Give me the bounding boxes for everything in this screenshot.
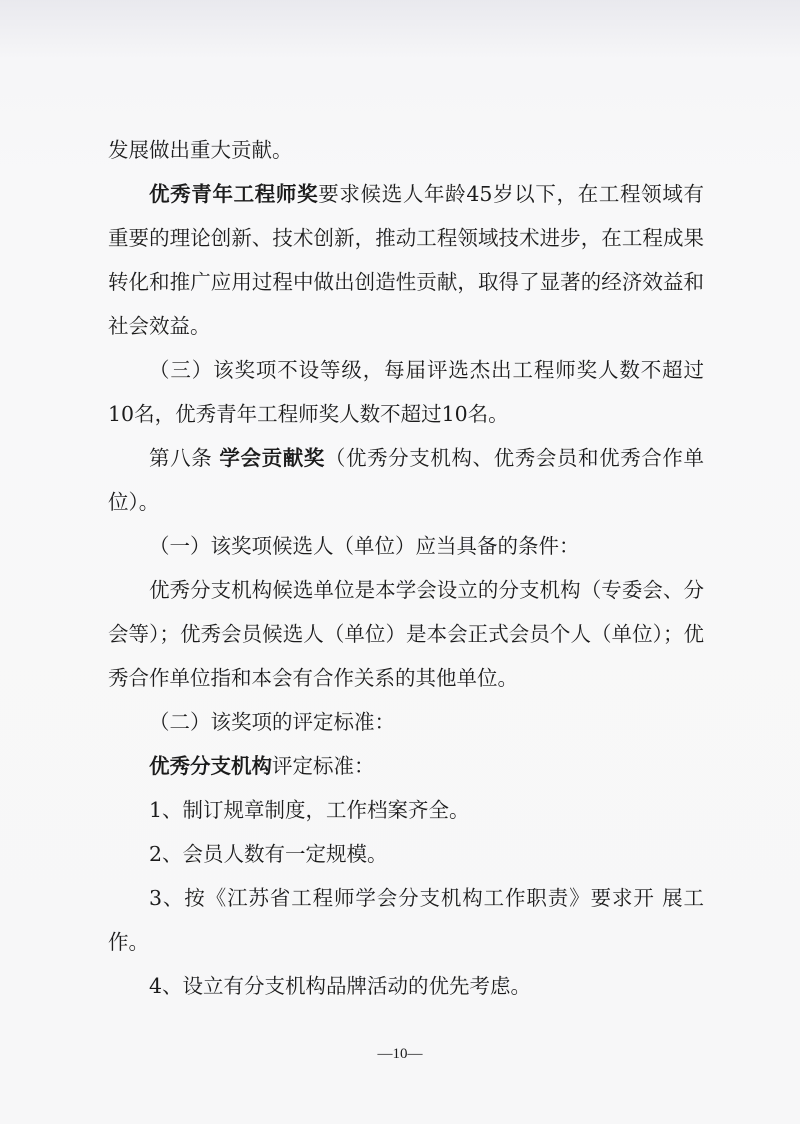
list-item-2 [108,832,704,876]
paragraph-6 [108,568,704,700]
paragraph-5 [108,524,704,568]
paragraph-8-text: 评定标准： [272,754,375,778]
award-name-outstanding-young-engineer: 优秀青年工程师奖 [149,182,319,206]
paragraph-2-text: 要求候选人年龄45岁以下，在工程领域有重要的理论创新、技术创新，推动工程领域技术进步，在工程成果转化和推广应用过程中做出创造性贡献，取得了显著的经济效益和社会效益。 [108,182,704,338]
article-8-prefix: 第八条 [149,446,220,470]
paragraph-7 [108,700,704,744]
paragraph-3 [108,348,704,436]
paragraph-1 [108,128,704,172]
list-item-1-text: 1、制订规章制度，工作档案齐全。 [149,798,470,822]
list-item-1 [108,788,704,832]
article-8-text: （优秀分支机构、优秀会员和优秀合作单位）。 [108,446,705,514]
page-number: —10— [377,1046,423,1062]
paragraph-8 [108,744,704,788]
body-text [108,128,704,1008]
list-item-4-text: 4、设立有分支机构品牌活动的优先考虑。 [149,974,532,998]
award-name-outstanding-branch: 优秀分支机构 [149,754,272,778]
award-name-society-contribution: 学会贡献奖 [219,446,325,470]
paragraph-5-text: （一）该奖项候选人（单位）应当具备的条件： [149,534,580,558]
list-item-3 [108,876,704,964]
paragraph-6-text: 优秀分支机构候选单位是本学会设立的分支机构（专委会、分会等）；优秀会员候选人（单位）是本会正式会员个人（单位）；优秀合作单位指和本会有合作关系的其他单位。 [108,578,704,690]
paragraph-2 [108,172,704,348]
paragraph-7-text: （二）该奖项的评定标准： [149,710,395,734]
paragraph-3-text: （三）该奖项不设等级，每届评选杰出工程师奖人数不超过10名，优秀青年工程师奖人数不超过10名。 [108,358,704,426]
list-item-2-text: 2、会员人数有一定规模。 [149,842,388,866]
paragraph-1-text: 发展做出重大贡献。 [108,138,293,162]
list-item-4 [108,964,704,1008]
list-item-3-text: 3、按《江苏省工程师学会分支机构工作职责》要求开 展工作。 [108,886,704,954]
article-8-heading [108,436,704,524]
